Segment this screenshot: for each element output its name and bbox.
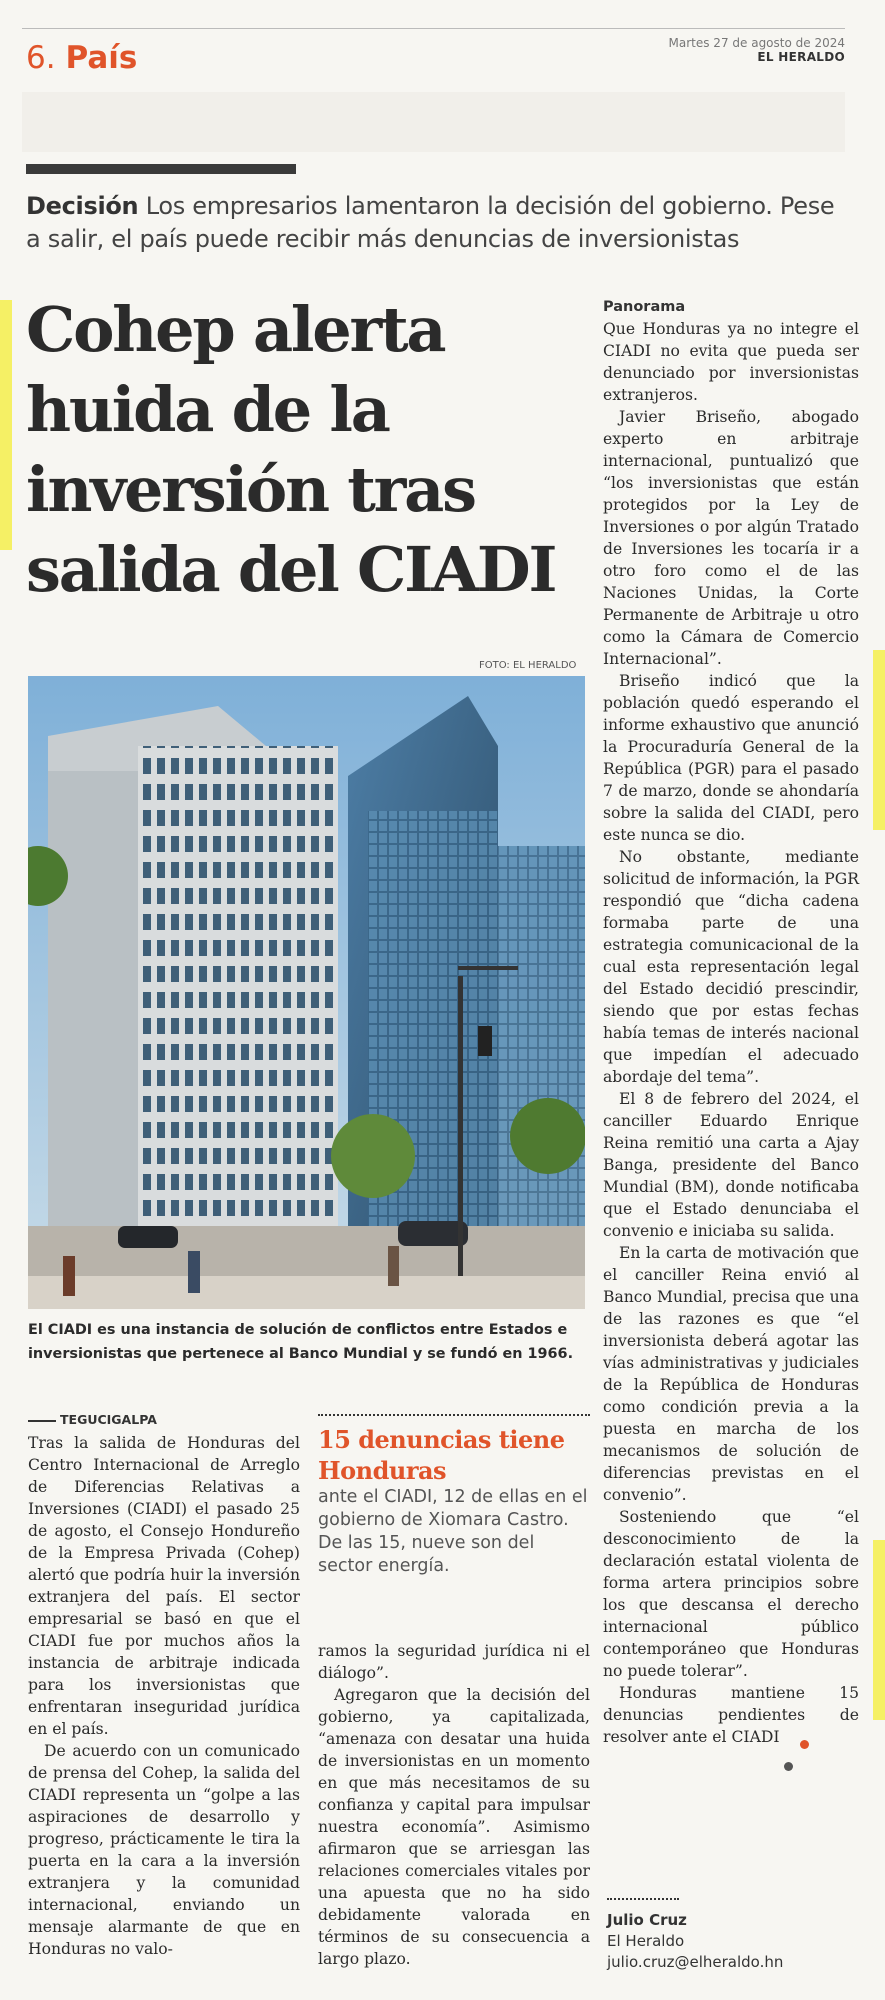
header-meta	[669, 36, 845, 64]
article-paragraph: Agregaron que la decisión del gobierno, ya capitalizada, “amenaza con desatar una huida de inversionistas en un momento en que más necesitamos de su confianza y capital para impulsar nuestra economía”. Asimismo afirmaron que se arriesgan las relaciones comerciales vitales por una apuesta que no ha sido debidamente valorada en términos de su consecuencia a largo plazo.	[318, 1686, 590, 1968]
article-column-middle	[318, 1640, 590, 1970]
sidebar-text: ante el CIADI, 12 de ellas en el gobierno de Xiomara Castro. De las 15, nueve son del sector energía.	[318, 1487, 588, 1576]
section-number: 6.	[26, 40, 56, 76]
article-column-right	[603, 296, 859, 1748]
final-paragraph-text: Honduras mantiene 15 denuncias pendientes de resolver ante el CIADI	[603, 1684, 859, 1746]
byline	[607, 1910, 783, 1973]
author-email: julio.cruz@elheraldo.hn	[607, 1953, 784, 1971]
photo-caption: El CIADI es una instancia de solución de conflictos entre Estados e inversionistas que pertenece al Banco Mundial y se fundó en 1966.	[28, 1322, 574, 1362]
issue-date: Martes 27 de agosto de 2024	[668, 36, 845, 50]
article-final-paragraph	[603, 1682, 859, 1748]
section-name: País	[65, 40, 138, 76]
article-paragraph: No obstante, mediante solicitud de información, la PGR respondió que “dicha cadena formaba parte de una estrategia comunicacional de la cual esta representación legal del Estado decidió prescindir, siendo que por estas fechas había temas de interés nacional que impedían el adecuado abordaje del tema”.	[603, 848, 859, 1086]
headline-rule	[26, 164, 296, 174]
article-column-left	[28, 1432, 300, 1960]
newspaper-name: EL HERALDO	[757, 50, 845, 64]
article-paragraph: El 8 de febrero del 2024, el canciller Eduardo Enrique Reina remitió una carta a Ajay Banga, presidente del Banco Mundial (BM), donde notificaba que el Estado denunciaba el convenio e iniciaba su salida.	[603, 1090, 859, 1240]
highlighter-mark	[873, 1540, 885, 1720]
sidebar-rule	[318, 1414, 590, 1416]
dateline: TEGUCIGALPA	[28, 1412, 157, 1427]
highlighter-mark	[0, 300, 12, 550]
section-label	[26, 40, 137, 76]
end-mark-icon	[784, 1733, 806, 1743]
article-paragraph: En la carta de motivación que el canciller Reina envió al Banco Mundial, precisa que una de las razones es que “el inversionista deberá agotar las vías administrativas y judiciales de la República de Honduras como condición previa a la puesta en marcha de los mecanismos de solución de diferencias previstas en el convenio”.	[603, 1244, 859, 1504]
article-paragraph: Briseño indicó que la población quedó esperando el informe exhaustivo que anunció la Procuraduría General de la República (PGR) para el pasado 7 de marzo, donde se ahondaría sobre la salida del CIADI, pero este nunca se dio.	[603, 672, 859, 844]
header-rule	[22, 28, 845, 29]
author-outlet: El Heraldo	[607, 1932, 685, 1950]
article-paragraph: Sosteniendo que “el desconocimiento de la declaración estatal violenta de forma artera principios sobre los que descansa el derecho internacional público contemporáneo que Honduras no puede tolerar”.	[603, 1508, 859, 1680]
sidebar-title: 15 denuncias tiene Honduras	[318, 1425, 565, 1485]
headline: Cohep alerta huida de la inversión tras salida del CIADI	[26, 293, 556, 606]
article-paragraph: Tras la salida de Honduras del Centro Internacional de Arreglo de Diferencias Relativas a Inversiones (CIADI) el pasado 25 de agosto, el Consejo Hondureño de la Empresa Privada (Cohep) alertó que podría huir la inversión extranjera del país. El sector empresarial se basó en que el CIADI fue por muchos años la instancia de arbitraje indicada para los inversionistas que enfrentaran inseguridad jurídica en el país.	[28, 1434, 300, 1738]
article-paragraph: Javier Briseño, abogado experto en arbitraje internacional, puntualizó que “los inversionistas que están protegidos por la Ley de Inversiones o por algún Tratado de Inversiones les tocaría ir a otro foro como el de las Naciones Unidas, la Corte Permanente de Arbitraje u otro como la Cámara de Comercio Internacional”.	[603, 408, 859, 668]
signature-rule	[607, 1898, 679, 1900]
photo-credit: FOTO: EL HERALDO	[479, 660, 577, 671]
article-paragraph: De acuerdo con un comunicado de prensa del Cohep, la salida del CIADI representa un “golpe a las aspiraciones de desarrollo y progreso, prácticamente le tira la puerta en la cara a la inversión extranjera y la comunidad internacional, enviando un mensaje alarmante de que en Honduras no valo-	[28, 1742, 300, 1958]
deck-tag: Decisión	[26, 192, 139, 220]
deck	[26, 190, 846, 256]
header-band	[22, 92, 845, 152]
article-paragraph: ramos la seguridad jurídica ni el diálogo”.	[318, 1642, 590, 1682]
highlighter-mark	[873, 650, 885, 830]
building-photo	[28, 676, 585, 1309]
building-illustration	[28, 676, 585, 1309]
section-kicker: Panorama	[603, 299, 686, 315]
author-name: Julio Cruz	[607, 1911, 687, 1929]
deck-text: Los empresarios lamentaron la decisión del gobierno. Pese a salir, el país puede recibir más denuncias de inversionistas	[26, 192, 835, 253]
article-paragraph: Que Honduras ya no integre el CIADI no evita que pueda ser denunciado por inversionistas extranjeros.	[603, 320, 859, 404]
